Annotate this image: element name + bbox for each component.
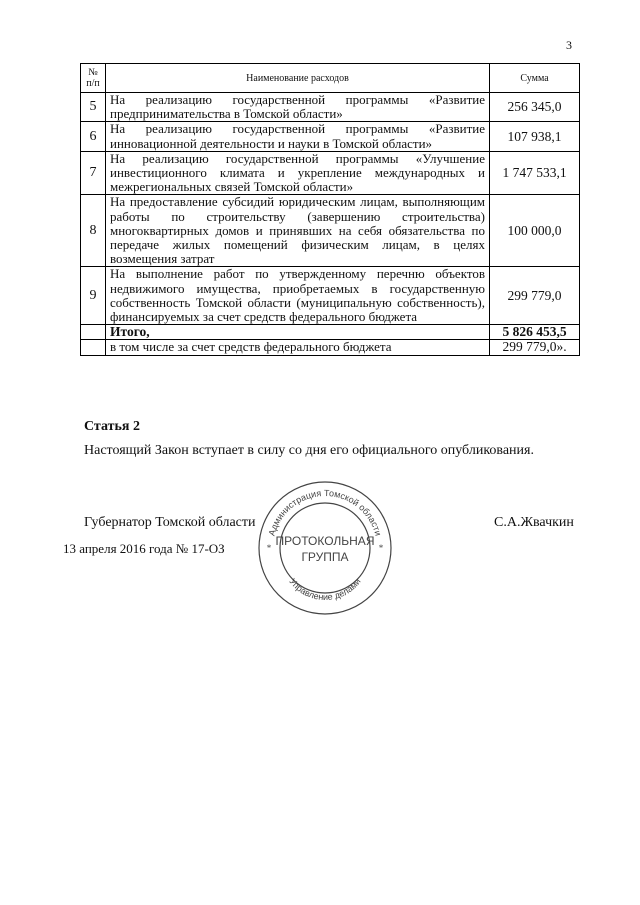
total-label: Итого, [106,325,490,340]
row-sum: 107 938,1 [490,122,580,151]
table-row [81,122,580,151]
article-text: Настоящий Закон вступает в силу со дня его официального опубликования. [84,443,534,458]
law-date-number: 13 апреля 2016 года № 17-ОЗ [63,541,225,556]
table-row [81,195,580,267]
seal-center-line-2: ГРУППА [301,550,349,564]
row-num: 5 [81,93,106,122]
article-title: Статья 2 [84,419,140,434]
row-num: 9 [81,267,106,325]
seal-star-right-icon: * [378,543,384,553]
total-row [81,325,580,340]
seal-star-left-icon: * [266,543,272,553]
row-name: На предоставление субсидий юридическим лицам, выполняющим работы по строительству (завершению строительства) многоквартирных домов и принявших на себя обязательства по передаче жилых помещений физическим лицам, в целях возмещения затрат [106,195,490,267]
seal-bottom-text: Управление делами [287,576,363,603]
header-name: Наименование расходов [106,64,490,93]
header-sum: Сумма [490,64,580,93]
row-sum: 1 747 533,1 [490,151,580,195]
header-num: № п/п [81,64,106,93]
row-name: На реализацию государственной программы «Развитие предпринимательства в Томской области» [106,93,490,122]
table-header-row [81,64,580,93]
federal-label: в том числе за счет средств федерального бюджета [106,340,490,355]
row-name: На реализацию государственной программы «Развитие инновационной деятельности и науки в Томской области» [106,122,490,151]
page-number: 3 [566,38,572,52]
governor-title: Губернатор Томской области [84,515,256,530]
row-sum: 100 000,0 [490,195,580,267]
row-name: На выполнение работ по утвержденному перечню объектов недвижимого имущества, приобретаемых в государственную собственность Томской области (муниципальную собственность), финансируемых за счет средств федерального бюджета [106,267,490,325]
row-sum: 256 345,0 [490,93,580,122]
governor-name: С.А.Жвачкин [494,515,574,530]
row-name: На реализацию государственной программы «Улучшение инвестиционного климата и укрепление международных и межрегиональных связей Томской области» [106,151,490,195]
expenses-table [80,63,580,356]
federal-row [81,340,580,355]
federal-sum: 299 779,0». [490,340,580,355]
total-num-cell [81,325,106,340]
federal-num-cell [81,340,106,355]
official-seal [255,478,395,618]
row-num: 6 [81,122,106,151]
row-num: 7 [81,151,106,195]
table-row [81,267,580,325]
table-row [81,93,580,122]
table-row [81,151,580,195]
seal-outer-text: Администрация Томской области [266,487,384,537]
total-sum: 5 826 453,5 [490,325,580,340]
row-sum: 299 779,0 [490,267,580,325]
row-num: 8 [81,195,106,267]
seal-center-line-1: ПРОТОКОЛЬНАЯ [275,534,375,548]
svg-text:Управление делами [287,576,362,602]
